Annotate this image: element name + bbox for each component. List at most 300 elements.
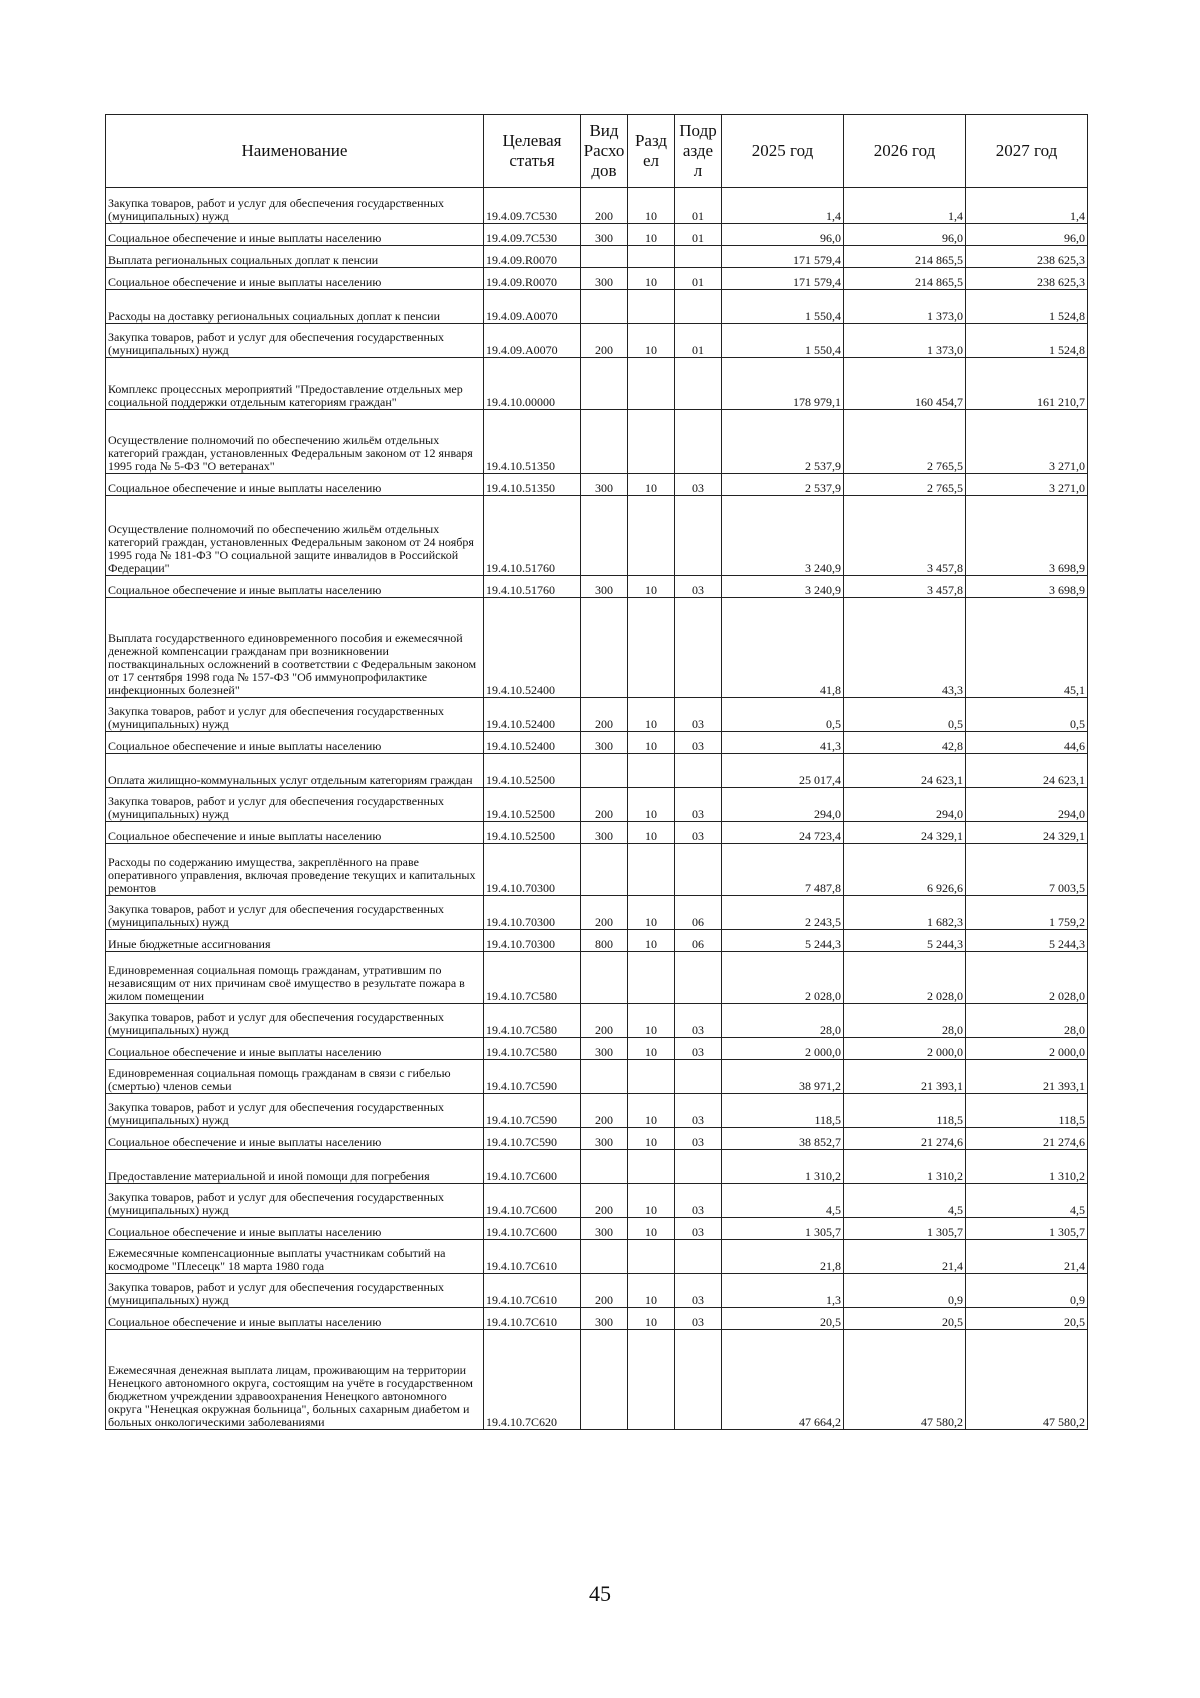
row-section-cell: 10 (628, 732, 675, 754)
document-page (105, 114, 1087, 1430)
row-value-2027-cell: 24 623,1 (966, 754, 1088, 788)
row-target-article-cell: 19.4.10.51760 (484, 576, 581, 598)
row-subsection-cell: 03 (675, 732, 722, 754)
row-value-2026-cell: 1 305,7 (844, 1218, 966, 1240)
row-value-2027-cell: 1 524,8 (966, 290, 1088, 324)
row-value-2026-cell: 28,0 (844, 1004, 966, 1038)
row-section-cell (628, 598, 675, 698)
row-section-cell: 10 (628, 1128, 675, 1150)
row-target-article-cell: 19.4.09.7С530 (484, 224, 581, 246)
row-subsection-cell (675, 952, 722, 1004)
row-subsection-cell: 03 (675, 698, 722, 732)
row-expense-type-cell: 200 (581, 1004, 628, 1038)
row-value-2025-cell: 21,8 (722, 1240, 844, 1274)
row-target-article-cell: 19.4.10.7С600 (484, 1218, 581, 1240)
row-value-2026-cell: 21 274,6 (844, 1128, 966, 1150)
row-section-cell (628, 952, 675, 1004)
row-target-article-cell: 19.4.10.70300 (484, 844, 581, 896)
row-subsection-cell (675, 598, 722, 698)
row-value-2026-cell: 1 682,3 (844, 896, 966, 930)
row-value-2025-cell: 2 537,9 (722, 410, 844, 474)
table-row (106, 246, 1088, 268)
row-expense-type-cell: 300 (581, 732, 628, 754)
row-value-2026-cell: 118,5 (844, 1094, 966, 1128)
row-expense-type-cell: 300 (581, 268, 628, 290)
row-value-2027-cell: 7 003,5 (966, 844, 1088, 896)
row-section-cell (628, 1060, 675, 1094)
row-expense-type-cell (581, 844, 628, 896)
row-section-cell (628, 410, 675, 474)
row-expense-type-cell (581, 1150, 628, 1184)
row-expense-type-cell (581, 410, 628, 474)
table-row (106, 474, 1088, 496)
table-row (106, 1094, 1088, 1128)
row-value-2025-cell: 5 244,3 (722, 930, 844, 952)
header-section: Разд ел (628, 115, 675, 188)
row-section-cell: 10 (628, 930, 675, 952)
row-value-2026-cell: 96,0 (844, 224, 966, 246)
table-row (106, 698, 1088, 732)
row-section-cell (628, 1240, 675, 1274)
row-name-cell: Социальное обеспечение и иные выплаты населению (106, 474, 484, 496)
row-name-cell: Закупка товаров, работ и услуг для обеспечения государственных (муниципальных) нужд (106, 698, 484, 732)
row-value-2026-cell: 3 457,8 (844, 496, 966, 576)
table-row (106, 358, 1088, 410)
row-value-2026-cell: 2 765,5 (844, 410, 966, 474)
row-value-2027-cell: 3 271,0 (966, 410, 1088, 474)
row-target-article-cell: 19.4.10.7С600 (484, 1150, 581, 1184)
row-section-cell: 10 (628, 1094, 675, 1128)
row-subsection-cell: 01 (675, 268, 722, 290)
row-target-article-cell: 19.4.09.7С530 (484, 188, 581, 224)
row-expense-type-cell: 300 (581, 1308, 628, 1330)
row-value-2026-cell: 21,4 (844, 1240, 966, 1274)
row-name-cell: Закупка товаров, работ и услуг для обеспечения государственных (муниципальных) нужд (106, 324, 484, 358)
table-row (106, 598, 1088, 698)
row-value-2025-cell: 1 550,4 (722, 290, 844, 324)
row-value-2026-cell: 2 765,5 (844, 474, 966, 496)
row-value-2025-cell: 1,3 (722, 1274, 844, 1308)
table-row (106, 1184, 1088, 1218)
row-subsection-cell (675, 358, 722, 410)
row-expense-type-cell: 800 (581, 930, 628, 952)
row-subsection-cell: 03 (675, 1094, 722, 1128)
row-value-2025-cell: 178 979,1 (722, 358, 844, 410)
row-target-article-cell: 19.4.10.7С610 (484, 1274, 581, 1308)
row-value-2025-cell: 1 550,4 (722, 324, 844, 358)
row-target-article-cell: 19.4.10.7С610 (484, 1308, 581, 1330)
row-value-2026-cell: 0,9 (844, 1274, 966, 1308)
row-name-cell: Закупка товаров, работ и услуг для обеспечения государственных (муниципальных) нужд (106, 788, 484, 822)
row-name-cell: Осуществление полномочий по обеспечению жильём отдельных категорий граждан, установленных Федеральным законом от 24 ноября 1995 года № 181-ФЗ "О социальной защите инвалидов в Российской Федерации" (106, 496, 484, 576)
row-name-cell: Социальное обеспечение и иные выплаты населению (106, 1308, 484, 1330)
row-name-cell: Оплата жилищно-коммунальных услуг отдельным категориям граждан (106, 754, 484, 788)
row-section-cell: 10 (628, 324, 675, 358)
row-value-2025-cell: 38 852,7 (722, 1128, 844, 1150)
row-section-cell: 10 (628, 822, 675, 844)
row-value-2025-cell: 2 000,0 (722, 1038, 844, 1060)
table-row (106, 496, 1088, 576)
row-value-2027-cell: 5 244,3 (966, 930, 1088, 952)
table-row (106, 1004, 1088, 1038)
row-expense-type-cell: 300 (581, 474, 628, 496)
table-row (106, 268, 1088, 290)
row-name-cell: Социальное обеспечение и иные выплаты населению (106, 576, 484, 598)
row-section-cell: 10 (628, 474, 675, 496)
row-target-article-cell: 19.4.09.А0070 (484, 290, 581, 324)
row-value-2027-cell: 47 580,2 (966, 1330, 1088, 1430)
row-expense-type-cell: 200 (581, 1274, 628, 1308)
budget-table (105, 114, 1088, 1430)
row-value-2027-cell: 238 625,3 (966, 246, 1088, 268)
row-target-article-cell: 19.4.10.7С590 (484, 1060, 581, 1094)
row-target-article-cell: 19.4.10.7С620 (484, 1330, 581, 1430)
row-value-2027-cell: 2 028,0 (966, 952, 1088, 1004)
row-subsection-cell (675, 1330, 722, 1430)
row-name-cell: Социальное обеспечение и иные выплаты населению (106, 224, 484, 246)
row-expense-type-cell: 200 (581, 1094, 628, 1128)
row-expense-type-cell (581, 952, 628, 1004)
row-name-cell: Закупка товаров, работ и услуг для обеспечения государственных (муниципальных) нужд (106, 1094, 484, 1128)
row-value-2025-cell: 1 305,7 (722, 1218, 844, 1240)
row-value-2026-cell: 43,3 (844, 598, 966, 698)
row-subsection-cell: 01 (675, 324, 722, 358)
row-expense-type-cell (581, 358, 628, 410)
row-subsection-cell: 03 (675, 822, 722, 844)
row-section-cell (628, 754, 675, 788)
row-expense-type-cell: 200 (581, 188, 628, 224)
row-value-2025-cell: 3 240,9 (722, 576, 844, 598)
row-expense-type-cell (581, 754, 628, 788)
row-name-cell: Социальное обеспечение и иные выплаты населению (106, 268, 484, 290)
row-name-cell: Закупка товаров, работ и услуг для обеспечения государственных (муниципальных) нужд (106, 1184, 484, 1218)
row-name-cell: Социальное обеспечение и иные выплаты населению (106, 1218, 484, 1240)
row-section-cell: 10 (628, 1004, 675, 1038)
row-name-cell: Социальное обеспечение и иные выплаты населению (106, 1038, 484, 1060)
row-value-2027-cell: 44,6 (966, 732, 1088, 754)
table-row (106, 732, 1088, 754)
row-value-2025-cell: 118,5 (722, 1094, 844, 1128)
table-row (106, 410, 1088, 474)
row-target-article-cell: 19.4.10.52500 (484, 754, 581, 788)
row-value-2025-cell: 171 579,4 (722, 246, 844, 268)
header-year-2027: 2027 год (966, 115, 1088, 188)
row-section-cell (628, 290, 675, 324)
row-value-2026-cell: 4,5 (844, 1184, 966, 1218)
row-value-2027-cell: 45,1 (966, 598, 1088, 698)
row-value-2025-cell: 3 240,9 (722, 496, 844, 576)
row-value-2025-cell: 2 243,5 (722, 896, 844, 930)
row-value-2027-cell: 96,0 (966, 224, 1088, 246)
row-value-2027-cell: 0,9 (966, 1274, 1088, 1308)
row-target-article-cell: 19.4.10.70300 (484, 896, 581, 930)
header-expense-type: Вид Расхо дов (581, 115, 628, 188)
row-section-cell: 10 (628, 788, 675, 822)
row-value-2026-cell: 214 865,5 (844, 268, 966, 290)
row-name-cell: Закупка товаров, работ и услуг для обеспечения государственных (муниципальных) нужд (106, 1274, 484, 1308)
row-subsection-cell: 03 (675, 1274, 722, 1308)
row-target-article-cell: 19.4.10.7С610 (484, 1240, 581, 1274)
row-expense-type-cell (581, 1060, 628, 1094)
row-value-2027-cell: 294,0 (966, 788, 1088, 822)
row-section-cell: 10 (628, 896, 675, 930)
row-name-cell: Предоставление материальной и иной помощи для погребения (106, 1150, 484, 1184)
row-subsection-cell (675, 290, 722, 324)
row-value-2025-cell: 47 664,2 (722, 1330, 844, 1430)
row-expense-type-cell (581, 496, 628, 576)
row-subsection-cell: 03 (675, 788, 722, 822)
row-target-article-cell: 19.4.09.А0070 (484, 324, 581, 358)
row-target-article-cell: 19.4.10.00000 (484, 358, 581, 410)
row-value-2025-cell: 38 971,2 (722, 1060, 844, 1094)
header-year-2026: 2026 год (844, 115, 966, 188)
row-expense-type-cell: 200 (581, 1184, 628, 1218)
row-name-cell: Социальное обеспечение и иные выплаты населению (106, 732, 484, 754)
row-value-2027-cell: 2 000,0 (966, 1038, 1088, 1060)
row-value-2025-cell: 2 028,0 (722, 952, 844, 1004)
row-value-2025-cell: 41,3 (722, 732, 844, 754)
row-value-2027-cell: 3 698,9 (966, 576, 1088, 598)
header-target-article: Целевая статья (484, 115, 581, 188)
row-expense-type-cell: 300 (581, 1038, 628, 1060)
table-row (106, 896, 1088, 930)
row-value-2026-cell: 160 454,7 (844, 358, 966, 410)
row-section-cell (628, 1150, 675, 1184)
row-value-2026-cell: 47 580,2 (844, 1330, 966, 1430)
table-row (106, 1240, 1088, 1274)
row-name-cell: Социальное обеспечение и иные выплаты населению (106, 1128, 484, 1150)
row-section-cell (628, 246, 675, 268)
row-name-cell: Ежемесячные компенсационные выплаты участникам событий на космодроме "Плесецк" 18 марта 1980 года (106, 1240, 484, 1274)
row-value-2026-cell: 42,8 (844, 732, 966, 754)
row-value-2027-cell: 4,5 (966, 1184, 1088, 1218)
row-section-cell: 10 (628, 698, 675, 732)
row-value-2026-cell: 24 329,1 (844, 822, 966, 844)
row-value-2025-cell: 20,5 (722, 1308, 844, 1330)
row-section-cell (628, 1330, 675, 1430)
row-value-2025-cell: 96,0 (722, 224, 844, 246)
row-subsection-cell: 01 (675, 224, 722, 246)
row-value-2027-cell: 238 625,3 (966, 268, 1088, 290)
header-name: Наименование (106, 115, 484, 188)
row-target-article-cell: 19.4.10.7С590 (484, 1128, 581, 1150)
row-target-article-cell: 19.4.10.51350 (484, 474, 581, 496)
row-value-2027-cell: 3 698,9 (966, 496, 1088, 576)
header-year-2025: 2025 год (722, 115, 844, 188)
row-value-2025-cell: 7 487,8 (722, 844, 844, 896)
row-value-2026-cell: 2 000,0 (844, 1038, 966, 1060)
row-value-2025-cell: 24 723,4 (722, 822, 844, 844)
row-subsection-cell: 03 (675, 1184, 722, 1218)
row-section-cell (628, 496, 675, 576)
row-subsection-cell (675, 1240, 722, 1274)
row-expense-type-cell (581, 598, 628, 698)
row-subsection-cell (675, 246, 722, 268)
table-row (106, 1128, 1088, 1150)
table-row (106, 1274, 1088, 1308)
row-value-2026-cell: 294,0 (844, 788, 966, 822)
row-target-article-cell: 19.4.09.R0070 (484, 246, 581, 268)
row-name-cell: Закупка товаров, работ и услуг для обеспечения государственных (муниципальных) нужд (106, 896, 484, 930)
row-expense-type-cell: 200 (581, 698, 628, 732)
row-expense-type-cell: 300 (581, 1128, 628, 1150)
row-expense-type-cell (581, 1240, 628, 1274)
row-section-cell (628, 358, 675, 410)
row-name-cell: Выплата государственного единовременного пособия и ежемесячной денежной компенсации гражданам при возникновении поствакцинальных осложнений в соответствии с Федеральным законом от 17 сентября 1998 года № 157-ФЗ "Об иммунопрофилактике инфекционных болезней" (106, 598, 484, 698)
row-value-2026-cell: 24 623,1 (844, 754, 966, 788)
table-row (106, 844, 1088, 896)
row-subsection-cell: 03 (675, 474, 722, 496)
row-value-2025-cell: 171 579,4 (722, 268, 844, 290)
row-value-2027-cell: 1 310,2 (966, 1150, 1088, 1184)
row-value-2027-cell: 1 524,8 (966, 324, 1088, 358)
row-subsection-cell: 03 (675, 1038, 722, 1060)
row-name-cell: Единовременная социальная помощь гражданам в связи с гибелью (смертью) членов семьи (106, 1060, 484, 1094)
table-row (106, 576, 1088, 598)
row-name-cell: Ежемесячная денежная выплата лицам, проживающим на территории Ненецкого автономного округа, состоящим на учёте в государственном бюджетном учреждении здравоохранения Ненецкого автономного округа "Ненецкая окружная больница", больных сахарным диабетом и больных онкологическими заболеваниями (106, 1330, 484, 1430)
row-subsection-cell: 06 (675, 896, 722, 930)
row-name-cell: Осуществление полномочий по обеспечению жильём отдельных категорий граждан, установленных Федеральным законом от 12 января 1995 года № 5-ФЗ "О ветеранах" (106, 410, 484, 474)
row-value-2027-cell: 1 305,7 (966, 1218, 1088, 1240)
table-row (106, 1330, 1088, 1430)
row-expense-type-cell: 200 (581, 788, 628, 822)
row-value-2027-cell: 21 393,1 (966, 1060, 1088, 1094)
row-value-2026-cell: 0,5 (844, 698, 966, 732)
row-value-2027-cell: 0,5 (966, 698, 1088, 732)
table-row (106, 952, 1088, 1004)
row-value-2027-cell: 21 274,6 (966, 1128, 1088, 1150)
row-value-2025-cell: 294,0 (722, 788, 844, 822)
row-name-cell: Иные бюджетные ассигнования (106, 930, 484, 952)
table-row (106, 1150, 1088, 1184)
row-name-cell: Расходы по содержанию имущества, закреплённого на праве оперативного управления, включая проведение текущих и капитальных ремонтов (106, 844, 484, 896)
row-section-cell: 10 (628, 268, 675, 290)
row-name-cell: Расходы на доставку региональных социальных доплат к пенсии (106, 290, 484, 324)
row-target-article-cell: 19.4.10.51760 (484, 496, 581, 576)
row-value-2025-cell: 4,5 (722, 1184, 844, 1218)
table-row (106, 930, 1088, 952)
row-subsection-cell (675, 754, 722, 788)
row-value-2027-cell: 24 329,1 (966, 822, 1088, 844)
row-value-2026-cell: 1 373,0 (844, 290, 966, 324)
table-row (106, 1060, 1088, 1094)
row-value-2025-cell: 41,8 (722, 598, 844, 698)
row-name-cell: Единовременная социальная помощь гражданам, утратившим по независящим от них причинам своё имущество в результате пожара в жилом помещении (106, 952, 484, 1004)
table-header-row (106, 115, 1088, 188)
row-expense-type-cell: 300 (581, 224, 628, 246)
row-target-article-cell: 19.4.10.52400 (484, 732, 581, 754)
row-expense-type-cell: 300 (581, 1218, 628, 1240)
row-value-2027-cell: 28,0 (966, 1004, 1088, 1038)
table-row (106, 788, 1088, 822)
table-row (106, 1038, 1088, 1060)
row-value-2026-cell: 1 310,2 (844, 1150, 966, 1184)
row-section-cell: 10 (628, 1218, 675, 1240)
row-subsection-cell: 03 (675, 1308, 722, 1330)
row-value-2026-cell: 5 244,3 (844, 930, 966, 952)
row-value-2027-cell: 20,5 (966, 1308, 1088, 1330)
row-name-cell: Социальное обеспечение и иные выплаты населению (106, 822, 484, 844)
row-value-2025-cell: 28,0 (722, 1004, 844, 1038)
row-value-2027-cell: 21,4 (966, 1240, 1088, 1274)
row-value-2027-cell: 3 271,0 (966, 474, 1088, 496)
row-target-article-cell: 19.4.10.52500 (484, 822, 581, 844)
row-section-cell: 10 (628, 1038, 675, 1060)
row-subsection-cell (675, 496, 722, 576)
table-row (106, 188, 1088, 224)
table-row (106, 1308, 1088, 1330)
row-value-2026-cell: 3 457,8 (844, 576, 966, 598)
table-row (106, 754, 1088, 788)
page-number: 45 (589, 1581, 611, 1606)
row-value-2026-cell: 1,4 (844, 188, 966, 224)
row-section-cell: 10 (628, 576, 675, 598)
row-target-article-cell: 19.4.10.51350 (484, 410, 581, 474)
row-name-cell: Закупка товаров, работ и услуг для обеспечения государственных (муниципальных) нужд (106, 188, 484, 224)
row-subsection-cell: 03 (675, 1004, 722, 1038)
row-section-cell: 10 (628, 188, 675, 224)
row-target-article-cell: 19.4.10.7С580 (484, 952, 581, 1004)
row-target-article-cell: 19.4.10.52400 (484, 698, 581, 732)
row-target-article-cell: 19.4.10.7С600 (484, 1184, 581, 1218)
row-target-article-cell: 19.4.10.7С580 (484, 1004, 581, 1038)
row-target-article-cell: 19.4.10.52400 (484, 598, 581, 698)
row-value-2025-cell: 0,5 (722, 698, 844, 732)
row-target-article-cell: 19.4.10.52500 (484, 788, 581, 822)
row-value-2026-cell: 20,5 (844, 1308, 966, 1330)
row-value-2026-cell: 21 393,1 (844, 1060, 966, 1094)
row-expense-type-cell: 200 (581, 324, 628, 358)
row-value-2025-cell: 2 537,9 (722, 474, 844, 496)
row-value-2026-cell: 1 373,0 (844, 324, 966, 358)
row-expense-type-cell (581, 1330, 628, 1430)
table-body (106, 188, 1088, 1430)
row-name-cell: Комплекс процессных мероприятий "Предоставление отдельных мер социальной поддержки отдельным категориям граждан" (106, 358, 484, 410)
row-value-2027-cell: 118,5 (966, 1094, 1088, 1128)
row-expense-type-cell (581, 246, 628, 268)
row-subsection-cell: 01 (675, 188, 722, 224)
row-target-article-cell: 19.4.10.70300 (484, 930, 581, 952)
row-value-2027-cell: 1 759,2 (966, 896, 1088, 930)
row-subsection-cell: 06 (675, 930, 722, 952)
row-value-2027-cell: 161 210,7 (966, 358, 1088, 410)
table-row (106, 290, 1088, 324)
row-value-2026-cell: 2 028,0 (844, 952, 966, 1004)
row-section-cell: 10 (628, 1184, 675, 1218)
row-name-cell: Закупка товаров, работ и услуг для обеспечения государственных (муниципальных) нужд (106, 1004, 484, 1038)
row-value-2027-cell: 1,4 (966, 188, 1088, 224)
row-target-article-cell: 19.4.10.7С590 (484, 1094, 581, 1128)
row-section-cell: 10 (628, 1274, 675, 1308)
row-subsection-cell: 03 (675, 1128, 722, 1150)
row-subsection-cell (675, 1150, 722, 1184)
row-value-2025-cell: 1,4 (722, 188, 844, 224)
table-row (106, 324, 1088, 358)
row-section-cell (628, 844, 675, 896)
table-row (106, 822, 1088, 844)
row-expense-type-cell: 200 (581, 896, 628, 930)
table-row (106, 1218, 1088, 1240)
header-subsection: Подр азде л (675, 115, 722, 188)
row-expense-type-cell: 300 (581, 822, 628, 844)
row-expense-type-cell (581, 290, 628, 324)
row-subsection-cell: 03 (675, 576, 722, 598)
row-section-cell: 10 (628, 1308, 675, 1330)
row-expense-type-cell: 300 (581, 576, 628, 598)
row-target-article-cell: 19.4.10.7С580 (484, 1038, 581, 1060)
row-value-2025-cell: 25 017,4 (722, 754, 844, 788)
row-value-2026-cell: 214 865,5 (844, 246, 966, 268)
